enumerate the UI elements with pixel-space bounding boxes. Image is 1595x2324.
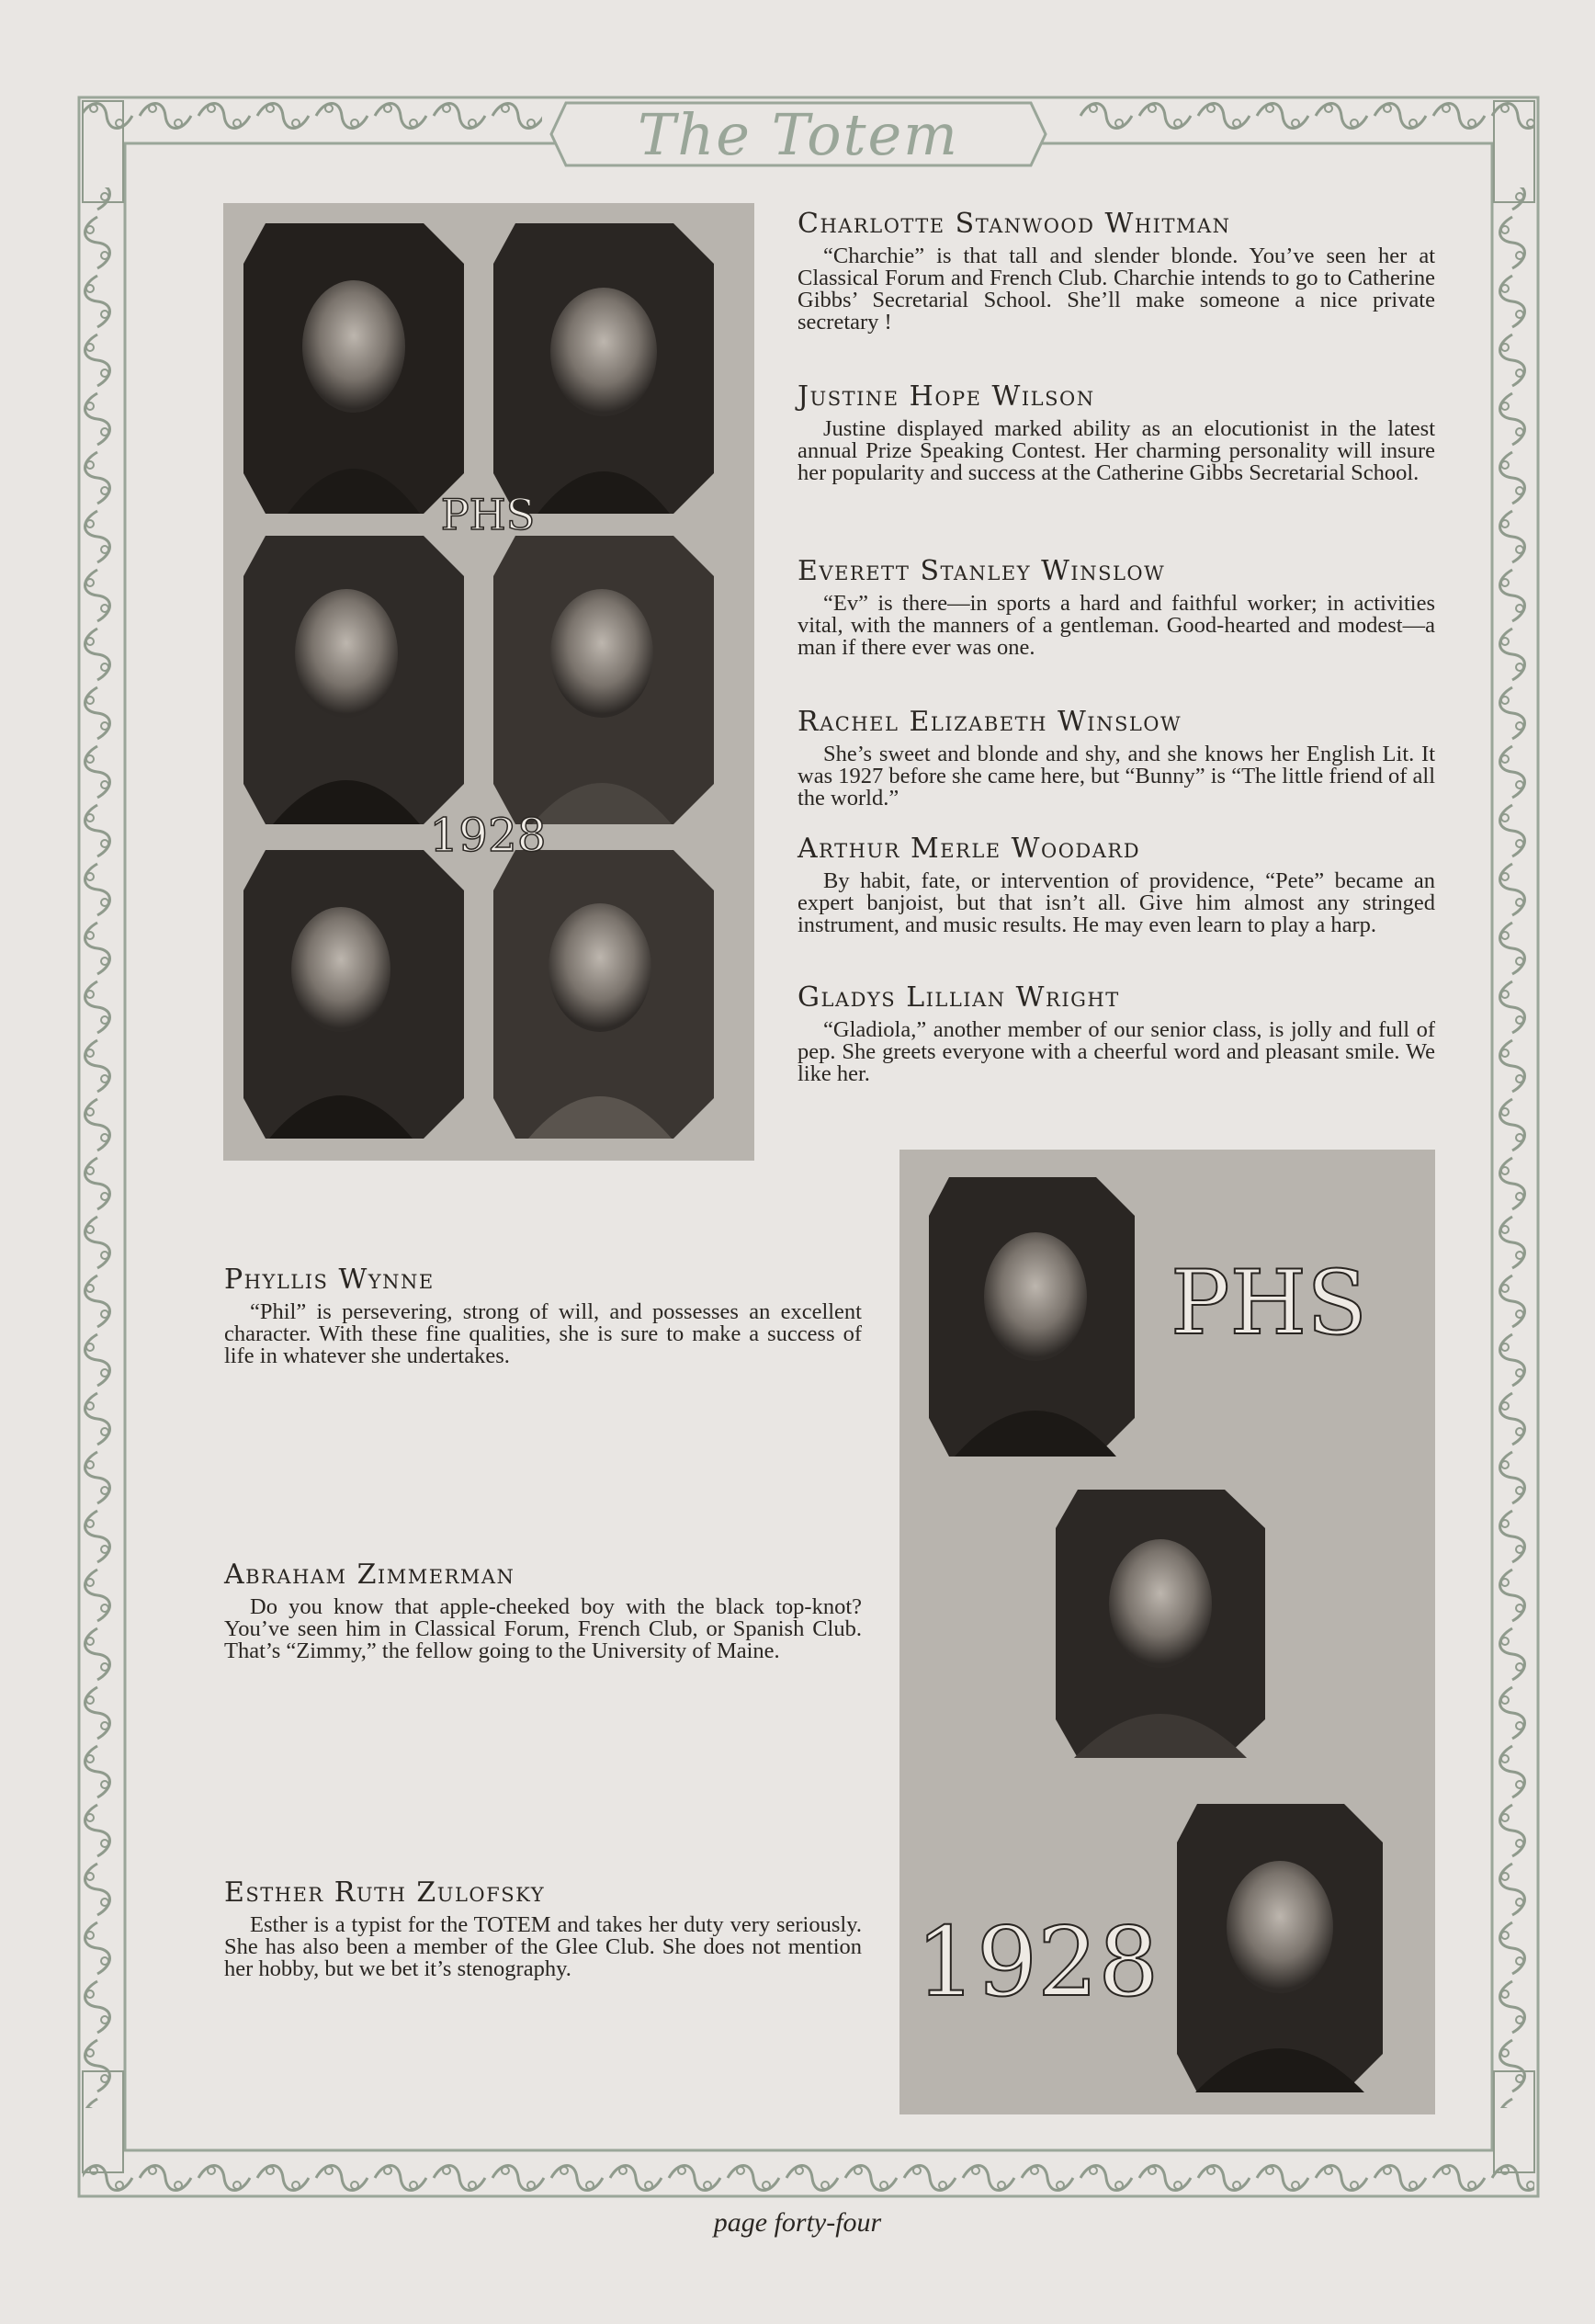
right-photo-panel [899, 1150, 1435, 2114]
portrait-woodard [243, 850, 464, 1139]
page-number: page forty-four [713, 2207, 882, 2238]
entry-j-wilson [798, 380, 1435, 484]
entry-zulofsky [224, 1876, 862, 1980]
entry-bio: “Gladiola,” another member of our senior class, is jolly and full of pep. She greets everyone with a cheerful word and pleasant smile. We like her. [798, 1017, 1435, 1086]
entry-name: Abraham Zimmerman [224, 1559, 515, 1591]
entry-name: Esther Ruth Zulofsky [224, 1876, 546, 1909]
entry-bio: Justine displayed marked ability as an elocutionist in the latest annual Prize Speaking Contest. Her charming personality will insure her popularity and success at the Catherine Gibbs Secretarial School. [798, 416, 1435, 485]
entry-bio: Do you know that apple-cheeked boy with the black top-knot? You’ve seen him in Classical Forum, French Club, or Spanish Club. That’s “Zimmy,” the fellow going to the University of Maine. [224, 1594, 862, 1663]
entry-whitman [798, 208, 1435, 334]
entry-bio: “Charchie” is that tall and slender blonde. You’ve seen her at Classical Forum and French Club. Charchie intends to go to Catherine Gibbs’ Secretarial School. She’ll make someone a nice private secretary ! [798, 244, 1435, 334]
entry-bio: By habit, fate, or intervention of providence, “Pete” became an expert banjoist, but that isn’t all. Give him almost any stringed instrument, and music results. He may even learn to play a harp. [798, 868, 1435, 937]
portrait-e-winslow [243, 536, 464, 824]
entry-name: Rachel Elizabeth Winslow [798, 706, 1182, 738]
left-photo-panel [223, 203, 754, 1161]
portrait-wilson [493, 223, 714, 514]
portrait-zulofsky [1177, 1804, 1383, 2092]
portrait-r-winslow [493, 536, 714, 824]
entry-name: Gladys Lillian Wright [798, 981, 1120, 1014]
portrait-wynne [929, 1177, 1135, 1457]
entry-name: Charlotte Stanwood Whitman [798, 208, 1231, 240]
left-panel-monogram: PHS [440, 490, 536, 539]
entry-wright [798, 981, 1435, 1085]
entry-e-winslow [798, 555, 1435, 659]
entry-name: Everett Stanley Winslow [798, 555, 1166, 587]
entry-bio: She’s sweet and blonde and shy, and she knows her English Lit. It was 1927 before she came here, but “Bunny” is “The little friend of all the world.” [798, 742, 1435, 811]
left-panel-year: 1928 [429, 809, 547, 862]
entry-bio: Esther is a typist for the TOTEM and takes her duty very seriously. She has also been a member of the Glee Club. She does not mention her hobby, but we bet it’s stenography. [224, 1912, 862, 1981]
entry-woodard [798, 833, 1435, 936]
entry-zimmerman [224, 1559, 862, 1662]
header-title-plaque [548, 99, 1049, 169]
entry-bio: “Ev” is there—in sports a hard and faithful worker; in activities vital, with the manners of a gentleman. Good-hearted and modest—a man if there ever was one. [798, 591, 1435, 660]
entry-name: Arthur Merle Woodard [798, 833, 1141, 865]
entry-name: Justine Hope Wilson [798, 380, 1095, 413]
portrait-zimmerman [1056, 1490, 1265, 1758]
portrait-wright [493, 850, 714, 1139]
right-panel-year: 1928 [915, 1906, 1159, 2018]
entry-r-winslow [798, 706, 1435, 810]
portrait-whitman [243, 223, 464, 514]
page-title: The Totem [638, 100, 959, 168]
entry-wynne [224, 1264, 862, 1367]
entry-name: Phyllis Wynne [224, 1264, 435, 1296]
right-panel-monogram: PHS [1170, 1252, 1368, 1355]
entry-bio: “Phil” is persevering, strong of will, and possesses an excellent character. With these fine qualities, she is sure to make a success of life in whatever she undertakes. [224, 1299, 862, 1368]
